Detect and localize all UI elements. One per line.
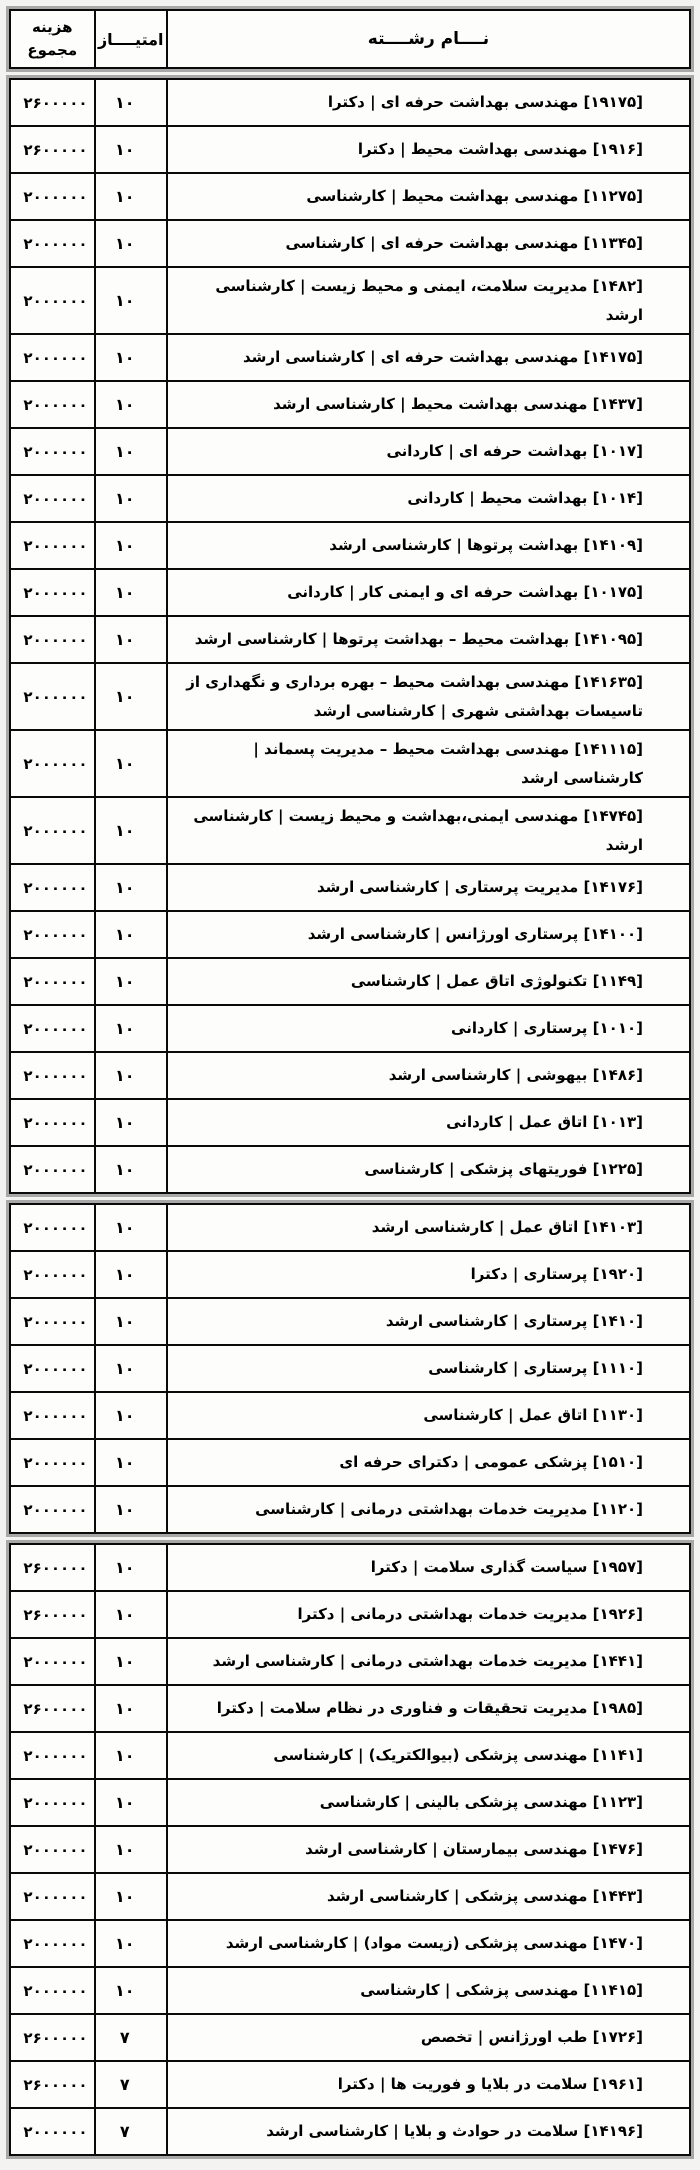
field-name-cell: [۱۰۱۰] پرستاری | کاردانی <box>167 1005 690 1052</box>
table-body-section-2 <box>6 1200 694 1537</box>
field-name-cell: [۱۹۱۷۵] مهندسی بهداشت حرفه ای | دکترا <box>167 79 690 126</box>
table-row <box>10 1052 690 1099</box>
table-row <box>10 173 690 220</box>
score-cell: ۱۰ <box>95 1298 167 1345</box>
table-row <box>10 475 690 522</box>
table-row <box>10 126 690 173</box>
table-row <box>10 1920 690 1967</box>
table-body-section-3 <box>6 1540 694 2159</box>
field-name-cell: [۱۹۵۷] سیاست گذاری سلامت | دکترا <box>167 1544 690 1591</box>
cost-cell: ۲۰۰۰۰۰۰ <box>10 1826 95 1873</box>
cost-cell: ۲۰۰۰۰۰۰ <box>10 1638 95 1685</box>
cost-cell: ۲۰۰۰۰۰۰ <box>10 864 95 911</box>
cost-cell: ۲۰۰۰۰۰۰ <box>10 1005 95 1052</box>
field-name-cell: [۱۱۲۰] مدیریت خدمات بهداشتی درمانی | کارشناسی <box>167 1486 690 1533</box>
field-name-cell: [۱۰۱۳] اتاق عمل | کاردانی <box>167 1099 690 1146</box>
cost-cell: ۲۰۰۰۰۰۰ <box>10 797 95 864</box>
table-row <box>10 334 690 381</box>
score-cell: ۱۰ <box>95 381 167 428</box>
cost-cell: ۲۶۰۰۰۰۰ <box>10 126 95 173</box>
body-table-2 <box>9 1203 691 1534</box>
table-row <box>10 1685 690 1732</box>
col-header-total-cost <box>10 10 95 68</box>
score-cell: ۱۰ <box>95 1638 167 1685</box>
header-row <box>10 10 690 68</box>
field-name-cell: [۱۴۱۰۳] اتاق عمل | کارشناسی ارشد <box>167 1204 690 1251</box>
table-row <box>10 569 690 616</box>
field-name-cell: [۱۱۱۰] پرستاری | کارشناسی <box>167 1345 690 1392</box>
score-cell: ۷ <box>95 2061 167 2108</box>
field-name-cell: [۱۹۲۰] پرستاری | دکترا <box>167 1251 690 1298</box>
field-name-cell: [۱۱۳۴۵] مهندسی بهداشت حرفه ای | کارشناسی <box>167 220 690 267</box>
field-name-cell: [۱۴۸۶] بیهوشی | کارشناسی ارشد <box>167 1052 690 1099</box>
score-cell: ۱۰ <box>95 958 167 1005</box>
table-row <box>10 522 690 569</box>
table-row <box>10 1099 690 1146</box>
table-row <box>10 663 690 730</box>
field-name-cell: [۱۴۱۹۶] سلامت در حوادث و بلایا | کارشناسی ارشد <box>167 2108 690 2155</box>
cost-cell: ۲۶۰۰۰۰۰ <box>10 79 95 126</box>
score-cell: ۱۰ <box>95 220 167 267</box>
field-name-cell: [۱۴۱۰] پرستاری | کارشناسی ارشد <box>167 1298 690 1345</box>
cost-cell: ۲۰۰۰۰۰۰ <box>10 475 95 522</box>
score-cell: ۱۰ <box>95 569 167 616</box>
field-name-cell: [۱۹۱۶] مهندسی بهداشت محیط | دکترا <box>167 126 690 173</box>
cost-cell: ۲۰۰۰۰۰۰ <box>10 663 95 730</box>
cost-cell: ۲۶۰۰۰۰۰ <box>10 2061 95 2108</box>
cost-cell: ۲۰۰۰۰۰۰ <box>10 220 95 267</box>
field-name-cell: [۱۴۱۰۰] پرستاری اورژانس | کارشناسی ارشد <box>167 911 690 958</box>
body-table-1 <box>9 78 691 1194</box>
score-cell: ۷ <box>95 2108 167 2155</box>
score-cell: ۱۰ <box>95 911 167 958</box>
cost-cell: ۲۰۰۰۰۰۰ <box>10 1967 95 2014</box>
table-row <box>10 1251 690 1298</box>
cost-cell: ۲۰۰۰۰۰۰ <box>10 381 95 428</box>
score-cell: ۱۰ <box>95 79 167 126</box>
col-header-cost-line2: مجموع <box>27 41 78 59</box>
field-name-cell: [۱۴۱۰۹۵] بهداشت محیط – بهداشت پرتوها | کارشناسی ارشد <box>167 616 690 663</box>
cost-cell: ۲۰۰۰۰۰۰ <box>10 1732 95 1779</box>
cost-cell: ۲۰۰۰۰۰۰ <box>10 2108 95 2155</box>
field-name-cell: [۱۴۴۱] مدیریت خدمات بهداشتی درمانی | کارشناسی ارشد <box>167 1638 690 1685</box>
cost-cell: ۲۰۰۰۰۰۰ <box>10 1099 95 1146</box>
score-cell: ۱۰ <box>95 1439 167 1486</box>
cost-cell: ۲۰۰۰۰۰۰ <box>10 1392 95 1439</box>
score-cell: ۱۰ <box>95 1204 167 1251</box>
field-name-cell: [۱۰۱۷] بهداشت حرفه ای | کاردانی <box>167 428 690 475</box>
score-cell: ۱۰ <box>95 1486 167 1533</box>
table-row <box>10 2061 690 2108</box>
table-row <box>10 797 690 864</box>
score-cell: ۱۰ <box>95 126 167 173</box>
cost-cell: ۲۰۰۰۰۰۰ <box>10 1146 95 1193</box>
table-row <box>10 1591 690 1638</box>
cost-cell: ۲۰۰۰۰۰۰ <box>10 173 95 220</box>
field-name-cell: [۱۱۴۹] تکنولوژی اتاق عمل | کارشناسی <box>167 958 690 1005</box>
cost-cell: ۲۰۰۰۰۰۰ <box>10 616 95 663</box>
cost-cell: ۲۰۰۰۰۰۰ <box>10 334 95 381</box>
field-name-cell: [۱۰۱۴] بهداشت محیط | کاردانی <box>167 475 690 522</box>
score-cell: ۱۰ <box>95 1967 167 2014</box>
table-row <box>10 1779 690 1826</box>
cost-cell: ۲۰۰۰۰۰۰ <box>10 267 95 334</box>
score-cell: ۱۰ <box>95 1146 167 1193</box>
cost-cell: ۲۰۰۰۰۰۰ <box>10 1439 95 1486</box>
field-name-cell: [۱۱۳۰] اتاق عمل | کارشناسی <box>167 1392 690 1439</box>
cost-cell: ۲۰۰۰۰۰۰ <box>10 958 95 1005</box>
cost-cell: ۲۶۰۰۰۰۰ <box>10 1591 95 1638</box>
cost-cell: ۲۰۰۰۰۰۰ <box>10 428 95 475</box>
field-name-cell: [۱۴۷۰] مهندسی پزشکی (زیست مواد) | کارشناسی ارشد <box>167 1920 690 1967</box>
table-row <box>10 1146 690 1193</box>
field-name-cell: [۱۰۱۷۵] بهداشت حرفه ای و ایمنی کار | کاردانی <box>167 569 690 616</box>
cost-cell: ۲۰۰۰۰۰۰ <box>10 1052 95 1099</box>
cost-cell: ۲۰۰۰۰۰۰ <box>10 1298 95 1345</box>
cost-cell: ۲۰۰۰۰۰۰ <box>10 1345 95 1392</box>
score-cell: ۱۰ <box>95 475 167 522</box>
table-row <box>10 1298 690 1345</box>
cost-cell: ۲۰۰۰۰۰۰ <box>10 911 95 958</box>
table-row <box>10 428 690 475</box>
table-row <box>10 267 690 334</box>
score-cell: ۱۰ <box>95 1005 167 1052</box>
table-row <box>10 1204 690 1251</box>
table-row <box>10 958 690 1005</box>
field-name-cell: [۱۴۱۷۵] مهندسی بهداشت حرفه ای | کارشناسی ارشد <box>167 334 690 381</box>
score-cell: ۱۰ <box>95 730 167 797</box>
cost-cell: ۲۰۰۰۰۰۰ <box>10 1204 95 1251</box>
score-cell: ۱۰ <box>95 616 167 663</box>
cost-cell: ۲۶۰۰۰۰۰ <box>10 1544 95 1591</box>
table-header-frame <box>6 6 694 72</box>
table-row <box>10 1005 690 1052</box>
field-name-cell: [۱۱۲۳] مهندسی پزشکی بالینی | کارشناسی <box>167 1779 690 1826</box>
score-cell: ۱۰ <box>95 1392 167 1439</box>
score-cell: ۱۰ <box>95 864 167 911</box>
table-row <box>10 1345 690 1392</box>
table-row <box>10 1873 690 1920</box>
cost-cell: ۲۰۰۰۰۰۰ <box>10 1920 95 1967</box>
field-name-cell: [۱۴۳۷] مهندسی بهداشت محیط | کارشناسی ارشد <box>167 381 690 428</box>
table-row <box>10 1967 690 2014</box>
field-name-cell: [۱۵۱۰] پزشکی عمومی | دکترای حرفه ای <box>167 1439 690 1486</box>
score-cell: ۱۰ <box>95 334 167 381</box>
table-row <box>10 1392 690 1439</box>
field-name-cell: [۱۴۱۶۳۵] مهندسی بهداشت محیط – بهره برداری و نگهداری از تاسیسات بهداشتی شهری | کارشناسی ارشد <box>167 663 690 730</box>
table-row <box>10 1544 690 1591</box>
score-cell: ۱۰ <box>95 1052 167 1099</box>
cost-cell: ۲۶۰۰۰۰۰ <box>10 2014 95 2061</box>
cost-cell: ۲۰۰۰۰۰۰ <box>10 1486 95 1533</box>
table-row <box>10 1486 690 1533</box>
table-row <box>10 1826 690 1873</box>
table-row <box>10 79 690 126</box>
score-cell: ۱۰ <box>95 1591 167 1638</box>
header-table <box>9 9 691 69</box>
field-name-cell: [۱۷۲۶] طب اورژانس | تخصص <box>167 2014 690 2061</box>
field-name-cell: [۱۱۴۱] مهندسی پزشکی (بیوالکتریک) | کارشناسی <box>167 1732 690 1779</box>
score-cell: ۱۰ <box>95 1873 167 1920</box>
field-name-cell: [۱۹۶۱] سلامت در بلایا و فوریت ها | دکترا <box>167 2061 690 2108</box>
score-cell: ۱۰ <box>95 663 167 730</box>
score-cell: ۱۰ <box>95 428 167 475</box>
cost-cell: ۲۰۰۰۰۰۰ <box>10 1779 95 1826</box>
score-cell: ۱۰ <box>95 1920 167 1967</box>
cost-cell: ۲۰۰۰۰۰۰ <box>10 730 95 797</box>
col-header-field-name: نــــام رشــــته <box>167 10 690 68</box>
col-header-score: امتیــــاز <box>95 10 167 68</box>
table-row <box>10 911 690 958</box>
cost-cell: ۲۰۰۰۰۰۰ <box>10 569 95 616</box>
score-cell: ۱۰ <box>95 1826 167 1873</box>
score-cell: ۱۰ <box>95 1544 167 1591</box>
field-name-cell: [۱۲۲۵] فوریتهای پزشکی | کارشناسی <box>167 1146 690 1193</box>
score-cell: ۱۰ <box>95 522 167 569</box>
table-row <box>10 381 690 428</box>
score-cell: ۱۰ <box>95 1099 167 1146</box>
table-row <box>10 2014 690 2061</box>
field-name-cell: [۱۴۱۷۶] مدیریت پرستاری | کارشناسی ارشد <box>167 864 690 911</box>
score-cell: ۱۰ <box>95 173 167 220</box>
score-cell: ۱۰ <box>95 1779 167 1826</box>
col-header-cost-line1: هزینه <box>31 17 73 36</box>
score-cell: ۷ <box>95 2014 167 2061</box>
score-cell: ۱۰ <box>95 1685 167 1732</box>
score-cell: ۱۰ <box>95 267 167 334</box>
table-row <box>10 1439 690 1486</box>
field-name-cell: [۱۹۸۵] مدیریت تحقیقات و فناوری در نظام سلامت | دکترا <box>167 1685 690 1732</box>
cost-cell: ۲۰۰۰۰۰۰ <box>10 1251 95 1298</box>
field-name-cell: [۱۱۴۱۵] مهندسی پزشکی | کارشناسی <box>167 1967 690 2014</box>
cost-cell: ۲۶۰۰۰۰۰ <box>10 1685 95 1732</box>
score-cell: ۱۰ <box>95 797 167 864</box>
cost-cell: ۲۰۰۰۰۰۰ <box>10 1873 95 1920</box>
field-name-cell: [۱۴۸۲] مدیریت سلامت، ایمنی و محیط زیست | کارشناسی ارشد <box>167 267 690 334</box>
score-cell: ۱۰ <box>95 1732 167 1779</box>
table-row <box>10 1732 690 1779</box>
field-name-cell: [۱۴۴۳] مهندسی پزشکی | کارشناسی ارشد <box>167 1873 690 1920</box>
field-name-cell: [۱۹۲۶] مدیریت خدمات بهداشتی درمانی | دکترا <box>167 1591 690 1638</box>
table-body-section-1 <box>6 75 694 1197</box>
field-name-cell: [۱۴۷۴۵] مهندسی ایمنی،بهداشت و محیط زیست | کارشناسی ارشد <box>167 797 690 864</box>
field-name-cell: [۱۴۱۰۹] بهداشت پرتوها | کارشناسی ارشد <box>167 522 690 569</box>
score-cell: ۱۰ <box>95 1345 167 1392</box>
cost-cell: ۲۰۰۰۰۰۰ <box>10 522 95 569</box>
table-row <box>10 864 690 911</box>
score-cell: ۱۰ <box>95 1251 167 1298</box>
field-name-cell: [۱۱۲۷۵] مهندسی بهداشت محیط | کارشناسی <box>167 173 690 220</box>
table-row <box>10 616 690 663</box>
body-table-3 <box>9 1543 691 2156</box>
field-name-cell: [۱۴۷۶] مهندسی بیمارستان | کارشناسی ارشد <box>167 1826 690 1873</box>
table-row <box>10 1638 690 1685</box>
table-row <box>10 730 690 797</box>
field-name-cell: [۱۴۱۱۱۵] مهندسی بهداشت محیط – مدیریت پسماند | کارشناسی ارشد <box>167 730 690 797</box>
table-row <box>10 220 690 267</box>
table-row <box>10 2108 690 2155</box>
